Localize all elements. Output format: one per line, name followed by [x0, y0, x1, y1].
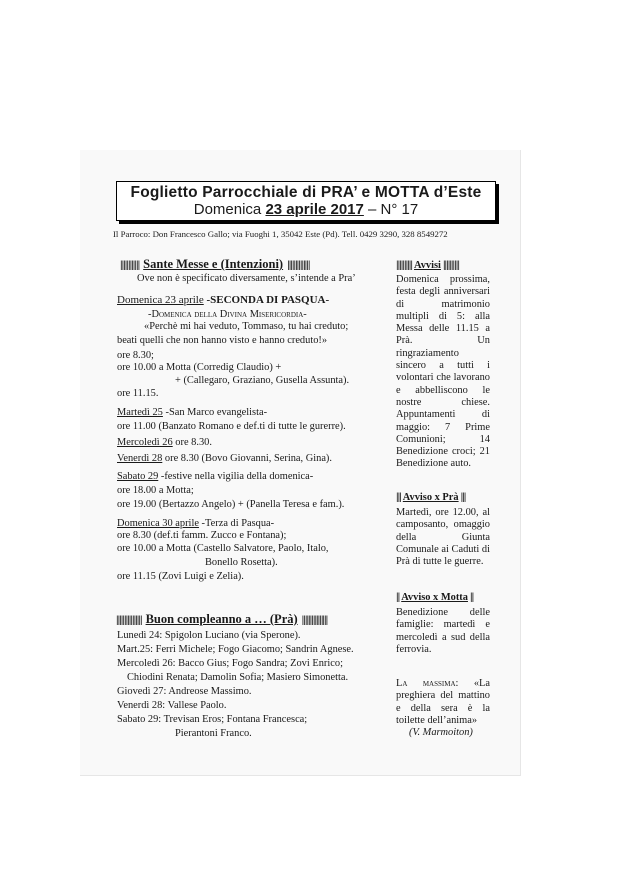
mass-detail: -festive nella vigilia della domenica- — [158, 471, 314, 482]
avviso-pra-heading: ||| Avviso x Prà ||| — [396, 492, 466, 503]
mass-detail: ore 10.00 a Motta (Corredig Claudio) + — [117, 362, 282, 373]
birthdays-heading: |||||||||||||||| Buon compleanno a … (Prà) |||||||||||||||| — [116, 612, 328, 626]
birthday-line: Mercoledì 26: Bacco Gius; Fogo Sandra; Zovi Enrico; — [117, 658, 343, 669]
mass-detail: ore 8.30; — [117, 350, 154, 361]
mass-line — [117, 294, 329, 307]
mass-line — [117, 452, 332, 465]
mass-detail: ore 8.30 (def.ti famm. Zucco e Fontana); — [117, 530, 287, 541]
mass-detail: ore 8.30 (Bovo Giovanni, Serina, Gina). — [162, 453, 332, 464]
birthdays-title: Buon compleanno a … (Prà) — [145, 612, 298, 626]
mass-line — [117, 542, 329, 555]
avvisi-title: Avvisi — [413, 260, 441, 271]
avviso-motta-heading: || Avviso x Motta || — [396, 592, 474, 603]
mass-line — [117, 361, 281, 374]
mass-detail: ore 10.00 a Motta (Castello Salvatore, Paolo, Italo, — [117, 543, 329, 554]
masses-heading: |||||||||||| Sante Messe e (Intenzioni) |||||||||||||| — [120, 257, 310, 271]
birthday-line: Chiodini Renata; Damolin Sofia; Masiero Simonetta. — [127, 672, 349, 683]
mass-detail: «Perchè mi hai veduto, Tommaso, tu hai creduto; — [144, 321, 349, 332]
mass-detail: -San Marco evangelista- — [162, 407, 268, 418]
mass-day: Sabato 29 — [117, 471, 159, 482]
bulletin-title: Foglietto Parrocchiale di PRA’ e MOTTA d’Este — [130, 184, 482, 201]
mass-detail: -Domenica della Divina Misericordia- — [148, 309, 307, 320]
massima-author: (V. Marmoiton) — [409, 727, 473, 738]
mass-detail: ore 11.15. — [117, 388, 159, 399]
mass-detail: ore 19.00 (Bertazzo Angelo) + (Panella Teresa e fam.). — [117, 499, 345, 510]
bulletin-date: 23 aprile 2017 — [265, 201, 364, 218]
avvisi-heading: |||||||||| Avvisi |||||||||| — [396, 260, 459, 271]
mass-detail: -SECONDA DI PASQUA- — [203, 294, 330, 306]
massima-label: La massima: — [396, 678, 459, 689]
parish-address: Il Parroco: Don Francesco Gallo; via Fuoghi 1, 35042 Este (Pd). Tell. 0429 3290, 328 8549272 — [113, 229, 448, 239]
mass-detail: Bonello Rosetta). — [205, 557, 278, 568]
avviso-pra-title: Avviso x Prà — [402, 492, 459, 503]
bulletin-header — [116, 181, 496, 221]
birthday-line: Sabato 29: Trevisan Eros; Fontana Francesca; — [117, 714, 308, 725]
mass-line — [117, 387, 158, 400]
mass-line — [117, 570, 244, 583]
avviso-pra-text: Martedì, ore 12.00, al camposanto, omaggio della Giunta Comunale ai Caduti di Prà di tutte le guerre. — [396, 507, 490, 568]
mass-line — [117, 420, 346, 433]
mass-detail: ore 18.00 a Motta; — [117, 485, 194, 496]
birthday-line: Pierantoni Franco. — [175, 728, 252, 739]
mass-detail: beati quelli che non hanno visto e hanno creduto!» — [117, 335, 328, 346]
mass-detail: -Terza di Pasqua- — [198, 518, 275, 529]
issue-number: – N° 17 — [363, 201, 419, 218]
avvisi-text: Domenica prossima, festa degli anniversari di matrimonio multipli di 5: alla Messa delle 11.15 a Prà. Un ringraziamento sincero a tutti i volontari che lavorano e abbelliscono le nostre chiese. Appuntamenti di maggio: 7 Prime Comunioni; 14 Benedizione croci; 21 Benedizione auto. — [396, 274, 490, 470]
avviso-motta-title: Avviso x Motta — [401, 592, 468, 603]
mass-line — [117, 484, 194, 497]
mass-day: Martedì 25 — [117, 407, 163, 418]
mass-line — [144, 320, 348, 333]
mass-day: Domenica 30 aprile — [117, 518, 199, 529]
mass-detail: + (Callegaro, Graziano, Gusella Assunta). — [175, 375, 350, 386]
mass-detail: ore 11.15 (Zovi Luigi e Zelia). — [117, 571, 244, 582]
mass-line — [117, 436, 212, 449]
mass-detail: ore 11.00 (Banzato Romano e def.ti di tutte le gurerre). — [117, 421, 346, 432]
mass-line — [117, 470, 313, 483]
mass-line — [175, 374, 349, 387]
avviso-motta-text: Benedizione delle famiglie: martedì e mercoledì a sud della ferrovia. — [396, 607, 490, 655]
mass-line — [117, 529, 286, 542]
bulletin-date-line: Domenica 23 aprile 2017 – N° 17 — [193, 201, 419, 218]
massima-quote: La massima: «La preghiera del mattino e della sera è la toilette dell’anima» — [396, 678, 490, 726]
birthday-line: Lunedì 24: Spigolon Luciano (via Sperone). — [117, 630, 301, 641]
mass-day: Mercoledì 26 — [117, 437, 173, 448]
masses-title: Sante Messe e (Intenzioni) — [143, 257, 284, 271]
mass-detail: ore 8.30. — [172, 437, 212, 448]
mass-line — [117, 406, 267, 419]
mass-day: Venerdì 28 — [117, 453, 163, 464]
mass-line — [205, 556, 278, 569]
birthday-line: Venerdì 28: Vallese Paolo. — [117, 700, 227, 711]
birthday-line: Giovedì 27: Andreose Massimo. — [117, 686, 252, 697]
mass-line — [117, 334, 327, 347]
masses-note: Ove non è specificato diversamente, s’intende a Pra’ — [137, 273, 356, 284]
birthday-line: Mart.25: Ferri Michele; Fogo Giacomo; Sandrin Agnese. — [117, 644, 354, 655]
mass-line — [117, 498, 344, 511]
mass-day: Domenica 23 aprile — [117, 294, 204, 306]
